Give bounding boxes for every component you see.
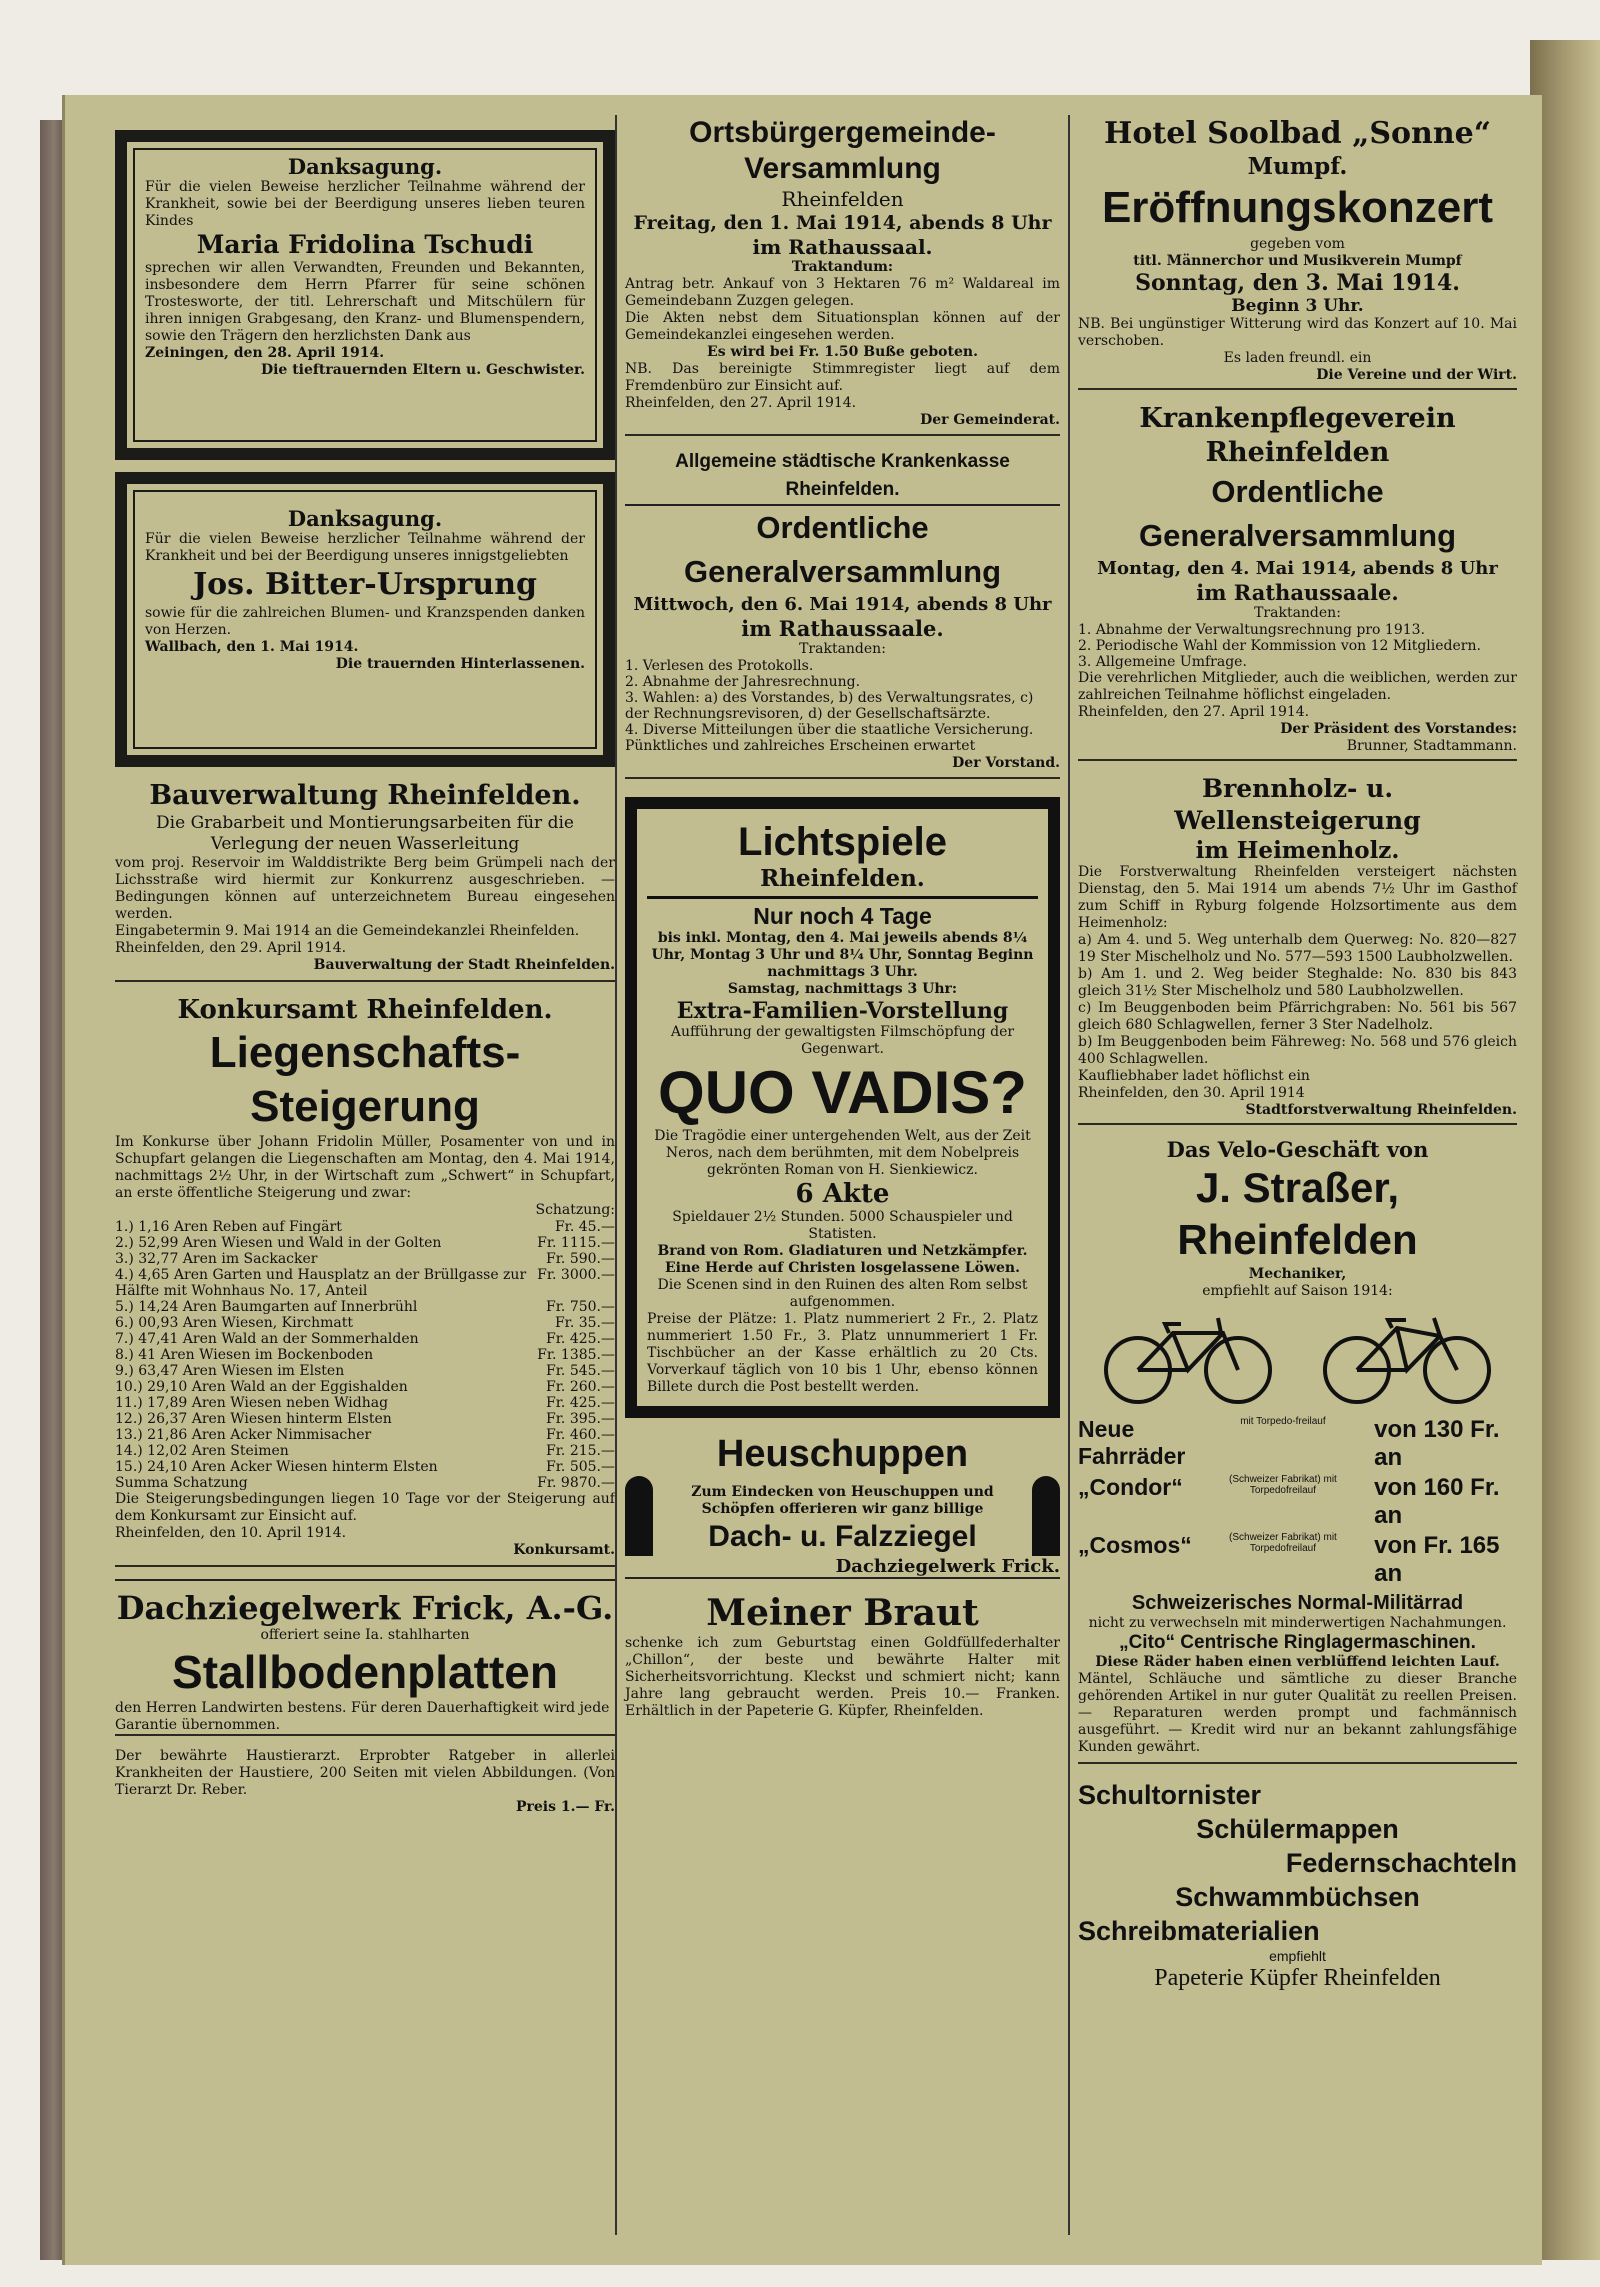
ad-times: bis inkl. Montag, den 4. Mai jeweils abends 8¼ Uhr, Montag 3 Uhr und 8¼ Uhr, Sonntag Beginn nachmittags 3 Uhr. [651, 930, 1034, 980]
ad-title: Ordentliche Generalversammlung [1138, 474, 1457, 553]
ad-text: vom proj. Reservoir im Walddistrikte Berg beim Grümpeli nach der Lichsstraße wird hiermit zur Konkurrenz ausgeschrieben. — Bedingungen können auf unterzeichnetem Bureau eingesehen werden. [115, 855, 615, 922]
list-item [115, 1411, 615, 1427]
ad-text: Diese Räder haben einen verblüffend leichten Lauf. [1095, 1654, 1500, 1670]
newspaper-page [62, 95, 1542, 2265]
ad-saturday: Samstag, nachmittags 3 Uhr: [727, 981, 958, 997]
ad-text: sowie für die zahlreichen Blumen- und Kranzspenden danken von Herzen. [145, 605, 585, 638]
column-left [115, 115, 615, 2235]
ad-title: J. Straßer, Rheinfelden [1177, 1164, 1418, 1263]
item-text: 6.) 00,93 Aren Wiesen, Kirchmatt [115, 1315, 354, 1331]
ad-military: Schweizerisches Normal-Militärrad [1131, 1592, 1464, 1614]
price-note: (Schweizer Fabrikat) mit Torpedofreilauf [1229, 1532, 1337, 1554]
ad-title: Brennholz- u. Wellensteigerung [1174, 774, 1421, 835]
ad-text: Für die vielen Beweise herzlicher Teilnahme während der Krankheit, sowie bei der Beerdigung unseres lieben teuren Kindes [145, 179, 585, 229]
ad-text: Zum Eindecken von Heuschuppen und Schöpfen offerieren wir ganz billige [691, 1484, 994, 1517]
ad-item-c: c) Im Beuggenboden beim Pfärrichgraben: No. 561 bis 567 gleich 680 Schlagwellen, ferner 3 Ster Nadelholz. [1078, 1000, 1517, 1033]
ad-signature: Papeterie Küpfer Rheinfelden [1154, 1965, 1441, 1991]
ad-text: offeriert seine Ia. stahlharten [260, 1627, 470, 1643]
ad-place: Mumpf. [1247, 153, 1348, 180]
item-text: 7.) 47,41 Aren Wald an der Sommerhalden [115, 1331, 419, 1347]
item-text: 10.) 29,10 Aren Wald an der Eggishalden [115, 1379, 408, 1395]
ad-date: Sonntag, den 3. Mai 1914. [1135, 270, 1460, 296]
item-text: 4.) 4,65 Aren Garten und Hausplatz an der Brüllgasse zur Hälfte mit Wohnhaus No. 17, Anteil [115, 1267, 527, 1299]
list-item [115, 1443, 615, 1459]
list-item [115, 1251, 615, 1267]
summa-row [115, 1475, 615, 1491]
ad-place: Rheinfelden, den 30. April 1914 [1078, 1085, 1305, 1101]
ad-title: Lichtspiele [738, 820, 947, 864]
ad-lichtspiele [625, 797, 1060, 1418]
ad-text: schenke ich zum Geburtstag einen Goldfüllfederhalter „Chillon“, der beste und bewährte Halter mit Sicherheitsvorrichtung. Kleckst und schmiert nicht; kann Jahre lang gebraucht werden. Preis 10.— Franken. Erhältlich in der Papeterie G. Küpfer, Rheinfelden. [625, 1635, 1060, 1719]
bicycle-illustrations [1078, 1308, 1517, 1408]
ad-text: Mäntel, Schläuche und sämtliche zu dieser Branche gehörenden Artikel in nur guter Qualität zu reellen Preisen. — Reparaturen werden prompt und fachmännisch ausgeführt. — Kredit wird nur an bekannt zahlungsfähige Kunden gewährt. [1078, 1671, 1517, 1755]
item-value: Fr. 260.— [546, 1379, 615, 1395]
item-value: Fr. 505.— [546, 1459, 615, 1475]
ad-krankenkasse [625, 448, 1060, 779]
list-item: 1. Verlesen des Protokolls. [625, 658, 814, 674]
ad-heuschuppen [625, 1432, 1060, 1579]
property-list [115, 1219, 615, 1475]
ad-ortsbuerger [625, 115, 1060, 436]
ad-meiner-braut [625, 1591, 1060, 1720]
ad-signature: Brunner, Stadtammann. [1346, 738, 1517, 754]
bicycle-icon [1103, 1308, 1273, 1408]
price-name: Neue Fahrräder [1078, 1416, 1186, 1469]
product-line: Schülermappen [1196, 1814, 1399, 1844]
ad-group: titl. Männerchor und Musikverein Mumpf [1133, 253, 1462, 269]
item-text: 14.) 12,02 Aren Steimen [115, 1443, 289, 1459]
list-item [115, 1331, 615, 1347]
item-value: Fr. 3000.— [537, 1267, 615, 1283]
item-value: Fr. 425.— [546, 1331, 615, 1347]
ad-header: Das Velo-Geschäft von [1166, 1137, 1429, 1162]
ad-trakt: Traktanden: [1254, 605, 1341, 621]
ad-konkursamt [115, 994, 615, 1567]
ad-start: Beginn 3 Uhr. [1231, 296, 1364, 316]
ad-item-d: b) Im Beuggenboden beim Fähreweg: No. 568 und 576 gleich 400 Schlagwellen. [1078, 1034, 1517, 1067]
bicycle-icon [1322, 1308, 1492, 1408]
list-item [115, 1267, 615, 1299]
arch-ornament-icon [625, 1476, 653, 1556]
ad-signature: Stadtforstverwaltung Rheinfelden. [1245, 1102, 1517, 1118]
item-value: Fr. 1385.— [537, 1347, 615, 1363]
ad-product: Stallbodenplatten [172, 1646, 558, 1698]
ad-dachziegelwerk [115, 1579, 615, 1736]
price-table [1078, 1416, 1517, 1588]
ad-date: Freitag, den 1. Mai 1914, abends 8 Uhr [633, 212, 1052, 234]
price-value: von 130 Fr. an [1374, 1416, 1500, 1471]
price-value: von Fr. 165 an [1374, 1532, 1500, 1587]
ad-text: Spieldauer 2½ Stunden. 5000 Schauspieler und Statisten. [672, 1209, 1013, 1242]
ad-price: Preis 1.— Fr. [515, 1799, 615, 1815]
item-value: Fr. 460.— [546, 1427, 615, 1443]
ad-date: Montag, den 4. Mai 1914, abends 8 Uhr [1097, 558, 1498, 579]
ad-product: Dach- u. Falzziegel [708, 1520, 977, 1553]
ad-title: Meiner Braut [706, 1592, 979, 1634]
ad-text: NB. Bei ungünstiger Witterung wird das Konzert auf 10. Mai verschoben. [1078, 316, 1517, 349]
ad-place: Rheinfelden [781, 187, 904, 211]
film-title: QUO VADIS? [658, 1059, 1027, 1126]
ad-text: Die Akten nebst dem Situationsplan können auf der Gemeindekanzlei eingesehen werden. [625, 310, 1060, 343]
price-note: mit Torpedo-freilauf [1240, 1416, 1326, 1427]
item-text: 15.) 24,10 Aren Acker Wiesen hinterm Elsten [115, 1459, 438, 1475]
ad-signature: Die Vereine und der Wirt. [1316, 367, 1517, 383]
ad-place: Rheinfelden, den 29. April 1914. [115, 940, 347, 956]
ad-signature: Konkursamt. [513, 1542, 615, 1558]
ad-title: Hotel Soolbad „Sonne“ [1104, 116, 1491, 151]
ad-text: Die Steigerungsbedingungen liegen 10 Tage vor der Steigerung auf dem Konkursamt zur Einsicht auf. [115, 1491, 615, 1524]
ad-brennholz [1078, 773, 1517, 1125]
price-note: (Schweizer Fabrikat) mit Torpedofreilauf [1229, 1474, 1337, 1496]
ad-role: Der Präsident des Vorstandes: [1280, 721, 1517, 737]
list-item [115, 1347, 615, 1363]
column-right [1070, 115, 1525, 2235]
item-text: 3.) 32,77 Aren im Sackacker [115, 1251, 318, 1267]
list-item: 2. Abnahme der Jahresrechnung. [625, 674, 861, 690]
list-item [115, 1315, 615, 1331]
ad-text: Die Scenen sind in den Ruinen des alten Rom selbst aufgenommen. [657, 1277, 1028, 1310]
ad-text: den Herren Landwirten bestens. Für deren Dauerhaftigkeit wird jede Garantie übernommen. [115, 1700, 610, 1733]
ad-text: Aufführung der gewaltigsten Filmschöpfung der Gegenwart. [670, 1024, 1015, 1057]
list-item [115, 1235, 615, 1251]
item-text: 2.) 52,99 Aren Wiesen und Wald in der Golten [115, 1235, 442, 1251]
price-name: „Condor“ [1078, 1474, 1183, 1500]
ad-text: Im Konkurse über Johann Fridolin Müller, Posamenter von und in Schupfart gelangen die Liegenschaften am Montag, den 4. Mai 1914, nachmittags 2½ Uhr, in der Wirtschaft zum „Schwert“ in Schupfart, an erste öffentliche Steigerung und zwar: [115, 1134, 615, 1201]
ad-banner: Nur noch 4 Tage [753, 903, 932, 929]
ad-title: Liegenschafts-Steigerung [209, 1028, 521, 1131]
ad-papeterie [1078, 1778, 1517, 1992]
summa-value: Fr. 9870.— [537, 1475, 615, 1491]
ad-text: empfiehlt [1269, 1948, 1326, 1964]
ad-haustierarzt [115, 1748, 615, 1816]
ad-title: Heuschuppen [716, 1433, 969, 1475]
ad-fine: Es wird bei Fr. 1.50 Buße geboten. [707, 344, 978, 360]
ad-title: Ordentliche Generalversammlung [683, 510, 1002, 589]
list-item [115, 1395, 615, 1411]
item-text: 12.) 26,37 Aren Wiesen hinterm Elsten [115, 1411, 392, 1427]
item-text: 1.) 1,16 Aren Reben auf Fingärt [115, 1219, 342, 1235]
ad-place: Wallbach, den 1. Mai 1914. [145, 639, 359, 655]
product-line: Federnschachteln [1285, 1848, 1517, 1878]
ad-date: Mittwoch, den 6. Mai 1914, abends 8 Uhr [633, 594, 1052, 615]
ad-prices: Preise der Plätze: 1. Platz nummeriert 2 Fr., 2. Platz nummeriert 1.50 Fr., 3. Platz unnummeriert 1 Fr. Tischbücher an der Kasse erhältlich zu 20 Cts. Vorverkauf täglich von 10 bis 1 Uhr, ebenso können Billete durch die Post bestellt werden. [647, 1311, 1038, 1395]
list-item: 3. Allgemeine Umfrage. [1078, 654, 1247, 670]
list-item: 2. Periodische Wahl der Kommission von 12 Mitgliedern. [1078, 638, 1481, 654]
price-name: „Cosmos“ [1078, 1532, 1192, 1558]
ad-velo [1078, 1137, 1517, 1764]
ad-text: Für die vielen Beweise herzlicher Teilnahme während der Krankheit und bei der Beerdigung unseres innigstgeliebten [145, 531, 585, 564]
ad-title: Danksagung. [287, 154, 443, 179]
ad-place: Rheinfelden. [647, 865, 1038, 899]
ad-title: Danksagung. [287, 506, 443, 531]
ad-header: Konkursamt Rheinfelden. [177, 995, 553, 1025]
item-text: 11.) 17,89 Aren Wiesen neben Widhag [115, 1395, 389, 1411]
ad-item-a: a) Am 4. und 5. Weg unterhalb dem Querweg: No. 820—827 19 Ster Mischelholz und No. 577—593 1500 Laubholzwellen. [1078, 932, 1517, 965]
list-item [115, 1219, 615, 1235]
ad-place: Rheinfelden, den 27. April 1914. [1078, 704, 1310, 720]
item-value: Fr. 590.— [546, 1251, 615, 1267]
list-item: 1. Abnahme der Verwaltungsrechnung pro 1913. [1078, 622, 1425, 638]
price-value: von 160 Fr. an [1374, 1474, 1500, 1529]
ad-text: nicht zu verwechseln mit minderwertigen Nachahmungen. [1088, 1615, 1507, 1631]
item-value: Fr. 545.— [546, 1363, 615, 1379]
ad-header: Allgemeine städtische Krankenkasse Rheinfelden. [625, 448, 1060, 506]
list-item [115, 1427, 615, 1443]
ad-place: Rheinfelden, den 27. April 1914. [625, 395, 857, 411]
ad-text: Die verehrlichen Mitglieder, auch die weiblichen, werden zur zahlreichen Teilnahme höflichst eingeladen. [1078, 670, 1517, 703]
arch-ornament-icon [1032, 1476, 1060, 1556]
ad-signature: Der Vorstand. [952, 755, 1060, 771]
summa-label: Summa Schatzung [115, 1475, 248, 1491]
ad-hotel-sonne [1078, 115, 1517, 390]
ad-text: NB. Das bereinigte Stimmregister liegt auf dem Fremdenbüro zur Einsicht auf. [625, 361, 1060, 394]
ad-signature: Bauverwaltung der Stadt Rheinfelden. [313, 957, 615, 973]
agenda-list [625, 658, 1060, 738]
list-item: 3. Wahlen: a) des Vorstandes, b) des Verwaltungsrates, c) der Rechnungsrevisoren, d) der Gesellschaftsärzte. [625, 690, 1034, 722]
item-text: 9.) 63,47 Aren Wiesen im Elsten [115, 1363, 345, 1379]
item-value: Fr. 425.— [546, 1395, 615, 1411]
ad-location: im Rathaussaale. [1196, 580, 1399, 605]
ad-danksagung-bitter [115, 472, 615, 767]
ad-header: Krankenpflegeverein Rheinfelden [1139, 403, 1456, 468]
list-item [115, 1299, 615, 1315]
ad-item-b: b) Am 1. und 2. Weg beider Steghalde: No. 830 bis 843 gleich 31½ Ster Mischelholz und 580 Laubholzwellen. [1078, 966, 1517, 999]
ad-text: Antrag betr. Ankauf von 3 Hektaren 76 m² Waldareal im Gemeindebann Zuzgen gelegen. [625, 276, 1060, 309]
ad-special: Extra-Familien-Vorstellung [676, 998, 1009, 1024]
agenda-list [1078, 622, 1517, 670]
item-value: Fr. 45.— [554, 1219, 615, 1235]
item-text: 5.) 14,24 Aren Baumgarten auf Innerbrühl [115, 1299, 418, 1315]
ad-text: Die Tragödie einer untergehenden Welt, aus der Zeit Neros, nach dem berühmten, mit dem Nobelpreis gekrönten Roman von H. Sienkiewicz. [654, 1128, 1031, 1178]
ad-danksagung-tschudi [115, 130, 615, 460]
product-line: Schultornister [1078, 1780, 1262, 1810]
ad-event: Eröffnungskonzert [1101, 183, 1494, 232]
ad-cito: „Cito“ Centrische Ringlagermaschinen. [1119, 1632, 1476, 1653]
ad-location: im Rathaussaal. [752, 235, 933, 259]
item-text: 13.) 21,86 Aren Acker Nimmisacher [115, 1427, 372, 1443]
item-value: Fr. 750.— [546, 1299, 615, 1315]
ad-text: sprechen wir allen Verwandten, Freunden und Bekannten, insbesondere dem Herrn Pfarrer für seine schönen Trostesworte, der titl. Lehrerschaft und Mitschülern für ihren innigen Grabgesang, den Kranz- und Blumenspendern, sowie den Trägern den herzlichsten Dank aus [145, 260, 585, 344]
ad-subtitle: Die Grabarbeit und Montierungsarbeiten für die Verlegung der neuen Wasserleitung [156, 813, 574, 854]
list-item [115, 1459, 615, 1475]
ad-title: Dachziegelwerk Frick, A.-G. [116, 1589, 614, 1627]
item-value: Fr. 395.— [546, 1411, 615, 1427]
ad-text: Pünktliches und zahlreiches Erscheinen erwartet [625, 738, 976, 754]
list-item [115, 1379, 615, 1395]
ad-deadline: Eingabetermin 9. Mai 1914 an die Gemeindekanzlei Rheinfelden. [115, 923, 580, 939]
ad-krankenpflegeverein [1078, 402, 1517, 761]
ad-trakt: Traktandum: [791, 259, 894, 275]
ad-signature: Dachziegelwerk Frick. [625, 1556, 1060, 1579]
ad-role: Mechaniker, [1248, 1266, 1347, 1282]
ad-signature: Die tieftrauernden Eltern u. Geschwister. [260, 362, 585, 378]
ad-subtitle: im Heimenholz. [1195, 837, 1400, 864]
ad-name: Maria Fridolina Tschudi [196, 230, 534, 259]
ad-bauverwaltung [115, 779, 615, 982]
ad-location: im Rathaussaale. [741, 616, 944, 641]
product-line: Schreibmaterialien [1078, 1916, 1320, 1946]
schatzung-label: Schatzung: [535, 1202, 615, 1218]
ad-title: Ortsbürgergemeinde-Versammlung [689, 116, 996, 185]
ad-text: Die Forstverwaltung Rheinfelden versteigert nächsten Dienstag, den 5. Mai 1914 um abends 7½ Uhr im Gasthof zum Schiff in Ryburg folgende Holzsortimente aus dem Heimenholz: [1078, 864, 1517, 931]
item-value: Fr. 215.— [546, 1443, 615, 1459]
ad-signature: Der Gemeinderat. [920, 412, 1060, 428]
ad-trakt: Traktanden: [799, 641, 886, 657]
column-middle [615, 115, 1070, 2235]
ad-season: empfiehlt auf Saison 1914: [1202, 1283, 1393, 1299]
product-line: Schwammbüchsen [1175, 1882, 1420, 1912]
item-text: 8.) 41 Aren Wiesen im Bockenboden [115, 1347, 374, 1363]
list-item [115, 1363, 615, 1379]
ad-text: gegeben vom [1250, 236, 1345, 252]
ad-text: Der bewährte Haustierarzt. Erprobter Ratgeber in allerlei Krankheiten der Haustiere, 200 Seiten mit vielen Abbildungen. (Von Tierarzt Dr. Reber. [115, 1748, 615, 1798]
ad-place: Zeiningen, den 28. April 1914. [145, 345, 385, 361]
ad-place: Rheinfelden, den 10. April 1914. [115, 1525, 347, 1541]
list-item: 4. Diverse Mitteilungen über die staatliche Versicherung. [625, 722, 1034, 738]
ad-acts: 6 Akte [795, 1179, 890, 1209]
ad-title: Bauverwaltung Rheinfelden. [149, 780, 581, 811]
ad-name: Jos. Bitter-Ursprung [192, 567, 538, 602]
ad-signature: Die trauernden Hinterlassenen. [335, 656, 585, 672]
ad-text: Es laden freundl. ein [1223, 350, 1372, 366]
ad-text: Brand von Rom. Gladiaturen und Netzkämpfer. Eine Herde auf Christen losgelassene Löwen. [657, 1243, 1028, 1276]
ad-text: Kaufliebhaber ladet höflichst ein [1078, 1068, 1310, 1084]
item-value: Fr. 35.— [554, 1315, 615, 1331]
item-value: Fr. 1115.— [537, 1235, 615, 1251]
